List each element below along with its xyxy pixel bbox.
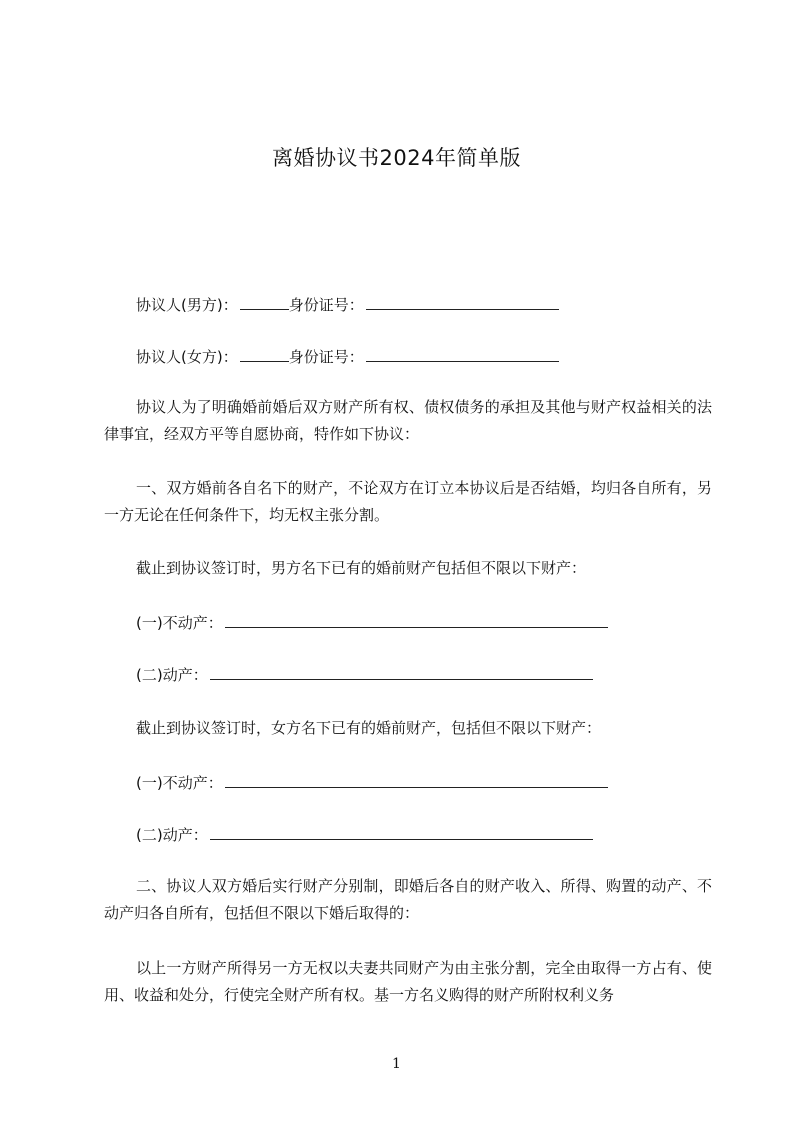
party-female-id-blank xyxy=(366,346,559,362)
party-female-id-label: 身份证号： xyxy=(288,348,364,366)
party-male-id-label: 身份证号： xyxy=(288,296,364,314)
female-real-estate-blank xyxy=(225,772,608,788)
section-2-paragraph: 二、协议人双方婚后实行财产分别制，即婚后各自的财产收入、所得、购置的动产、不动产归各自所有，包括但不限以下婚后取得的： xyxy=(104,877,712,922)
document-title: 离婚协议书2024年简单版 xyxy=(272,146,521,170)
female-movable-label: (二)动产： xyxy=(136,826,208,844)
female-real-estate-line xyxy=(136,772,608,792)
female-movable-line xyxy=(136,824,593,844)
female-property-intro: 截止到协议签订时，女方名下已有的婚前财产，包括但不限以下财产： xyxy=(136,719,602,737)
section-2-detail-paragraph: 以上一方财产所得另一方无权以夫妻共同财产为由主张分割，完全由取得一方占有、使用、收益和处分，行使完全财产所有权。基一方名义购得的财产所附权利义务 xyxy=(104,959,712,1004)
party-female-name-blank xyxy=(240,346,289,362)
male-real-estate-blank xyxy=(225,612,608,628)
party-female-line xyxy=(136,346,559,366)
party-male-line xyxy=(136,294,559,314)
female-real-estate-label: (一)不动产： xyxy=(136,774,223,792)
male-real-estate-label: (一)不动产： xyxy=(136,614,223,632)
section-1-paragraph: 一、双方婚前各自名下的财产，不论双方在订立本协议后是否结婚，均归各自所有，另一方无论在任何条件下，均无权主张分割。 xyxy=(104,479,712,524)
party-male-label: 协议人(男方)： xyxy=(136,296,238,314)
party-male-id-blank xyxy=(366,294,559,310)
male-movable-line xyxy=(136,664,593,684)
male-movable-blank xyxy=(210,664,593,680)
party-male-name-blank xyxy=(240,294,289,310)
intro-paragraph: 协议人为了明确婚前婚后双方财产所有权、债权债务的承担及其他与财产权益相关的法律事宜，经双方平等自愿协商，特作如下协议： xyxy=(104,398,712,443)
page-number: 1 xyxy=(392,1056,401,1072)
male-movable-label: (二)动产： xyxy=(136,666,208,684)
female-movable-blank xyxy=(210,824,593,840)
party-female-label: 协议人(女方)： xyxy=(136,348,238,366)
male-property-intro: 截止到协议签订时，男方名下已有的婚前财产包括但不限以下财产： xyxy=(136,559,587,577)
male-real-estate-line xyxy=(136,612,608,632)
